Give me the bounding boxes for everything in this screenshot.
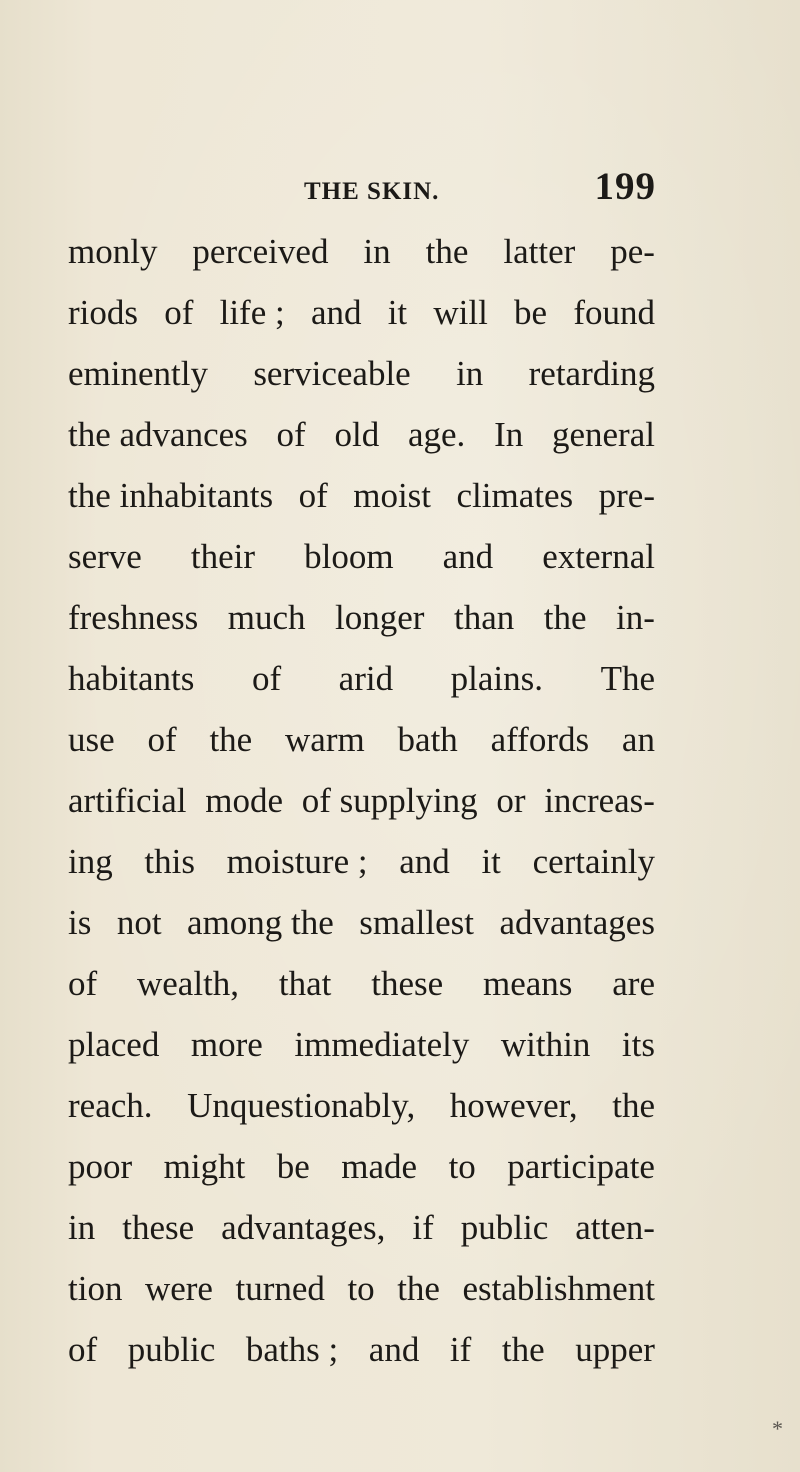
- word: age.: [407, 415, 466, 454]
- word: Unquestionably,: [187, 1086, 416, 1125]
- word: are: [612, 964, 655, 1003]
- word: bath: [397, 720, 458, 759]
- word: of: [298, 476, 328, 515]
- word: use: [68, 720, 115, 759]
- word: among the: [187, 903, 334, 942]
- word: of: [276, 415, 306, 454]
- word: might: [163, 1147, 246, 1186]
- word: in: [68, 1208, 96, 1247]
- word: of: [164, 293, 194, 332]
- printer-mark: *: [772, 1416, 783, 1441]
- word: turned: [235, 1269, 325, 1308]
- text-line: [68, 1025, 655, 1086]
- word: the: [209, 720, 253, 759]
- text-line: [68, 1086, 655, 1147]
- word: immediately: [294, 1025, 470, 1064]
- word: made: [341, 1147, 418, 1186]
- word: arid: [338, 659, 394, 698]
- word: longer: [335, 598, 425, 637]
- word: warm: [285, 720, 365, 759]
- word: not: [116, 903, 162, 942]
- word: of supplying: [301, 781, 478, 820]
- word: of: [68, 1330, 98, 1369]
- word: in: [456, 354, 484, 393]
- word: of: [251, 659, 282, 698]
- word: tion: [68, 1269, 123, 1308]
- word: baths ;: [245, 1330, 339, 1369]
- word: old: [334, 415, 380, 454]
- word: riods: [68, 293, 138, 332]
- text-line: [68, 903, 655, 964]
- word: however,: [449, 1086, 578, 1125]
- word: it: [481, 842, 501, 881]
- word: serviceable: [253, 354, 411, 393]
- word: general: [551, 415, 655, 454]
- word: their: [190, 537, 256, 576]
- text-line: [68, 1208, 655, 1269]
- word: the: [612, 1086, 655, 1125]
- text-line: [68, 781, 655, 842]
- word: latter: [503, 232, 576, 271]
- text-line: [68, 293, 655, 354]
- word: plains.: [450, 659, 543, 698]
- word: habitants: [68, 659, 195, 698]
- word: monly: [68, 232, 158, 271]
- word: to: [347, 1269, 375, 1308]
- word: in: [363, 232, 391, 271]
- running-head: [304, 164, 656, 214]
- text-line: [68, 476, 655, 537]
- word: advantages,: [221, 1208, 386, 1247]
- word: it: [387, 293, 408, 332]
- word: is: [68, 903, 92, 942]
- word: an: [621, 720, 655, 759]
- word: the: [543, 598, 587, 637]
- word: atten-: [575, 1208, 655, 1247]
- word: these: [371, 964, 444, 1003]
- word: climates: [456, 476, 574, 515]
- word: be: [514, 293, 548, 332]
- word: if: [412, 1208, 434, 1247]
- word: of: [68, 964, 98, 1003]
- word: poor: [68, 1147, 133, 1186]
- word: that: [278, 964, 332, 1003]
- word: bloom: [304, 537, 394, 576]
- word: smallest: [359, 903, 474, 942]
- text-line: [68, 598, 655, 659]
- text-line: [68, 1147, 655, 1208]
- word: pre-: [598, 476, 655, 515]
- chapter-title: THE SKIN.: [304, 178, 440, 205]
- word: retarding: [528, 354, 655, 393]
- word: placed: [68, 1025, 160, 1064]
- text-line: [68, 232, 655, 293]
- word: much: [227, 598, 306, 637]
- text-line: [68, 720, 655, 781]
- word: In: [494, 415, 524, 454]
- word: serve: [68, 537, 142, 576]
- word: wealth,: [137, 964, 240, 1003]
- word: affords: [490, 720, 590, 759]
- word: in-: [616, 598, 655, 637]
- text-line: [68, 1269, 655, 1330]
- word: if: [449, 1330, 472, 1369]
- word: found: [573, 293, 655, 332]
- word: eminently: [68, 354, 208, 393]
- word: or: [496, 781, 526, 820]
- word: than: [453, 598, 515, 637]
- word: the inhabitants: [68, 476, 274, 515]
- word: the: [501, 1330, 545, 1369]
- word: advantages: [499, 903, 655, 942]
- word: this: [144, 842, 195, 881]
- word: public: [460, 1208, 549, 1247]
- word: its: [621, 1025, 655, 1064]
- page-number: 199: [594, 165, 656, 208]
- text-line: [68, 354, 655, 415]
- word: and: [442, 537, 494, 576]
- word: to: [448, 1147, 476, 1186]
- text-line: [68, 415, 655, 476]
- word: reach.: [68, 1086, 153, 1125]
- word: of: [147, 720, 177, 759]
- word: will: [433, 293, 488, 332]
- word: freshness: [68, 598, 199, 637]
- word: and: [399, 842, 450, 881]
- body-text: [68, 232, 655, 1391]
- word: be: [276, 1147, 310, 1186]
- word: establishment: [462, 1269, 655, 1308]
- word: perceived: [192, 232, 329, 271]
- word: moist: [353, 476, 432, 515]
- word: within: [500, 1025, 591, 1064]
- word: moisture ;: [226, 842, 368, 881]
- word: these: [122, 1208, 195, 1247]
- word: means: [482, 964, 573, 1003]
- text-line: [68, 659, 655, 720]
- word: upper: [575, 1330, 655, 1369]
- word: public: [127, 1330, 216, 1369]
- word: the: [397, 1269, 440, 1308]
- word: the: [425, 232, 469, 271]
- word: pe-: [610, 232, 655, 271]
- word: and: [368, 1330, 420, 1369]
- word: artificial: [68, 781, 187, 820]
- text-line: [68, 537, 655, 598]
- word: The: [600, 659, 655, 698]
- word: and: [310, 293, 362, 332]
- word: external: [542, 537, 655, 576]
- word: more: [190, 1025, 263, 1064]
- word: the advances: [68, 415, 248, 454]
- word: were: [144, 1269, 213, 1308]
- word: life ;: [219, 293, 285, 332]
- word: participate: [507, 1147, 655, 1186]
- word: increas-: [544, 781, 655, 820]
- word: ing: [68, 842, 113, 881]
- text-line: [68, 1330, 655, 1391]
- word: certainly: [532, 842, 655, 881]
- text-line: [68, 964, 655, 1025]
- text-line: [68, 842, 655, 903]
- word: mode: [205, 781, 283, 820]
